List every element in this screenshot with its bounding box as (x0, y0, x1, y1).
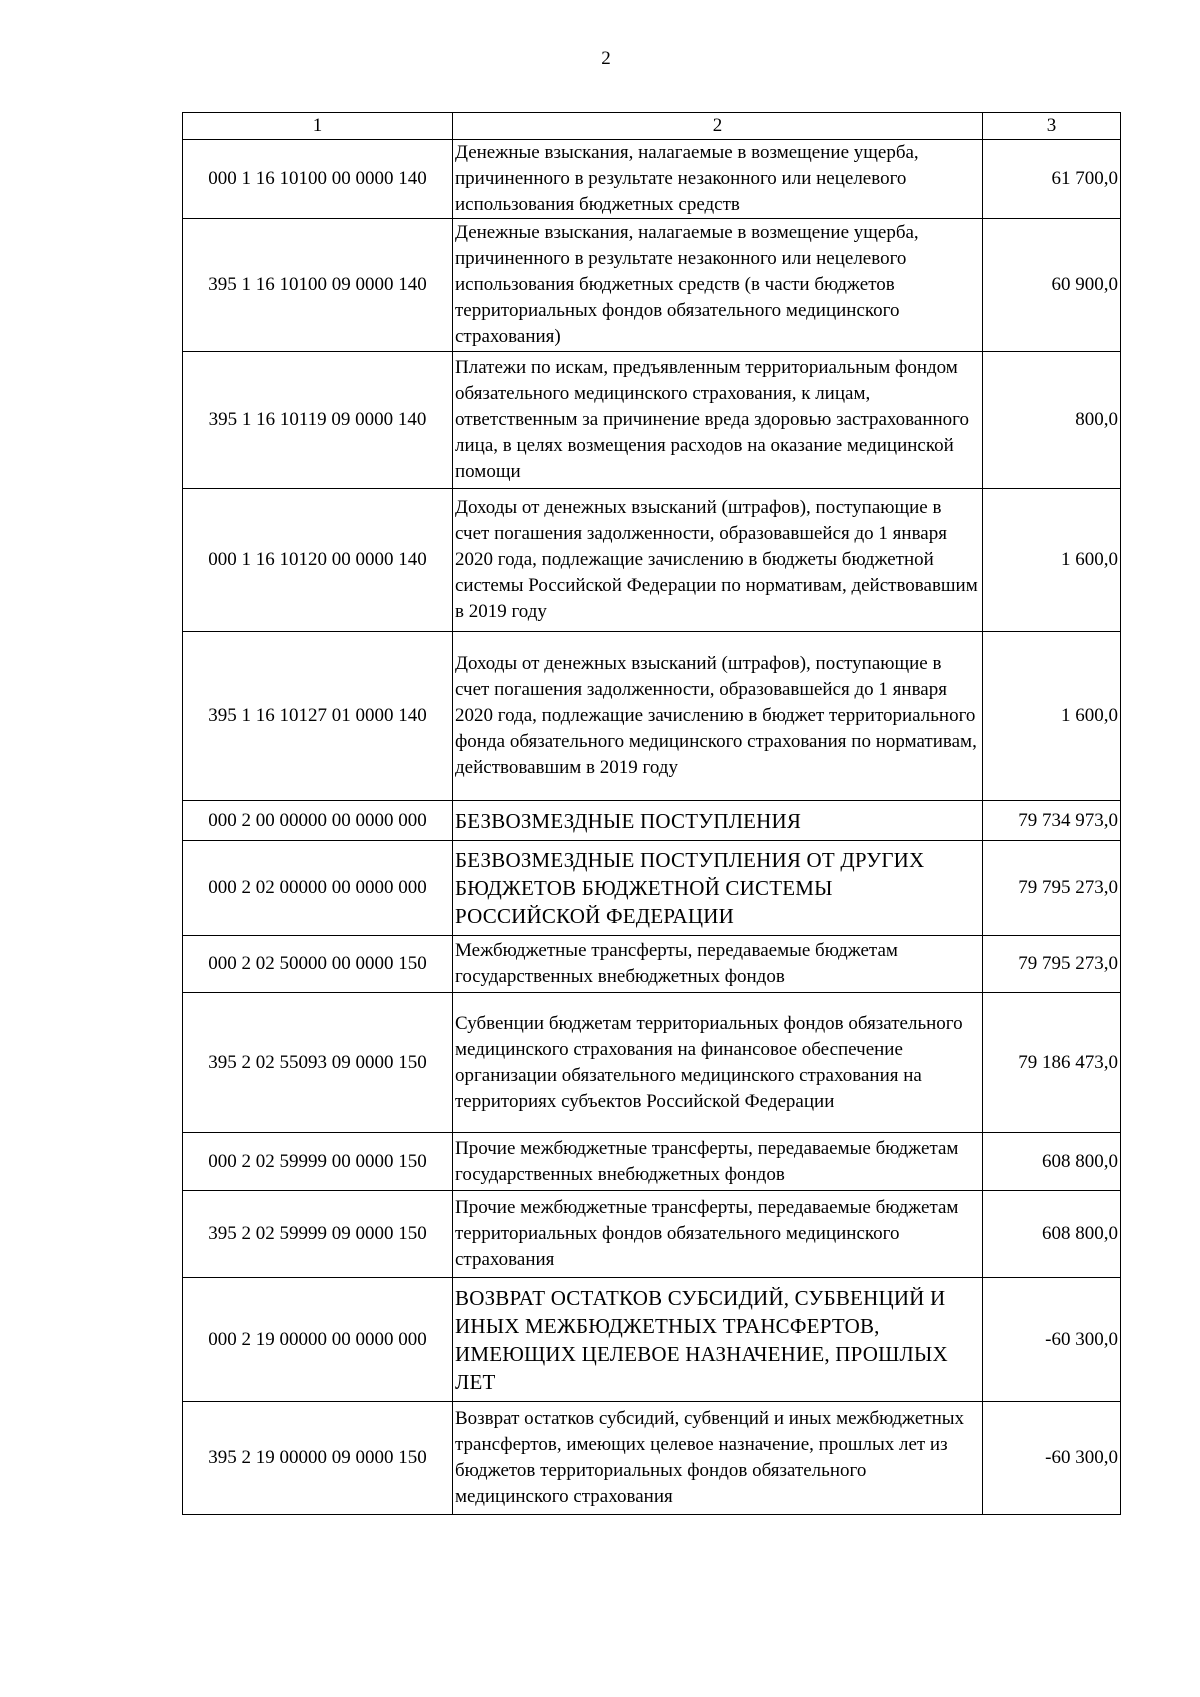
budget-code-cell: 395 2 02 55093 09 0000 150 (183, 993, 453, 1133)
table-row (183, 841, 1121, 936)
description-cell: Денежные взыскания, налагаемые в возмещение ущерба, причиненного в результате незаконного или нецелевого использования бюджетных средств (в части бюджетов территориальных фондов обязательного медицинского страхования) (453, 219, 983, 352)
description-cell: Межбюджетные трансферты, передаваемые бюджетам государственных внебюджетных фондов (453, 936, 983, 993)
description-cell: Доходы от денежных взысканий (штрафов), поступающие в счет погашения задолженности, образовавшейся до 1 января 2020 года, подлежащие зачислению в бюджет территориального фонда обязательного медицинского страхования по нормативам, действовавшим в 2019 году (453, 632, 983, 801)
description-cell: ВОЗВРАТ ОСТАТКОВ СУБСИДИЙ, СУБВЕНЦИЙ И ИНЫХ МЕЖБЮДЖЕТНЫХ ТРАНСФЕРТОВ, ИМЕЮЩИХ ЦЕЛЕВОЕ НАЗНАЧЕНИЕ, ПРОШЛЫХ ЛЕТ (453, 1278, 983, 1402)
column-header-code: 1 (183, 113, 453, 140)
budget-code-cell: 000 1 16 10100 00 0000 140 (183, 140, 453, 219)
budget-code-cell: 000 1 16 10120 00 0000 140 (183, 489, 453, 632)
budget-code-cell: 000 2 19 00000 00 0000 000 (183, 1278, 453, 1402)
page-number: 2 (601, 48, 611, 69)
amount-cell: 60 900,0 (983, 219, 1121, 352)
budget-code-cell: 395 2 02 59999 09 0000 150 (183, 1191, 453, 1278)
budget-code-cell: 000 2 00 00000 00 0000 000 (183, 801, 453, 841)
description-cell: Прочие межбюджетные трансферты, передаваемые бюджетам территориальных фондов обязательного медицинского страхования (453, 1191, 983, 1278)
budget-code-cell: 395 2 19 00000 09 0000 150 (183, 1402, 453, 1515)
budget-revenue-table (182, 112, 1121, 1515)
description-cell: Прочие межбюджетные трансферты, передаваемые бюджетам государственных внебюджетных фондов (453, 1133, 983, 1191)
budget-code-cell: 000 2 02 50000 00 0000 150 (183, 936, 453, 993)
amount-cell: 608 800,0 (983, 1133, 1121, 1191)
amount-cell: 79 795 273,0 (983, 841, 1121, 936)
amount-cell: 1 600,0 (983, 489, 1121, 632)
table-row (183, 1191, 1121, 1278)
description-cell: Денежные взыскания, налагаемые в возмещение ущерба, причиненного в результате незаконного или нецелевого использования бюджетных средств (453, 140, 983, 219)
table-row (183, 489, 1121, 632)
description-cell: БЕЗВОЗМЕЗДНЫЕ ПОСТУПЛЕНИЯ ОТ ДРУГИХ БЮДЖЕТОВ БЮДЖЕТНОЙ СИСТЕМЫ РОССИЙСКОЙ ФЕДЕРАЦИИ (453, 841, 983, 936)
table-row (183, 632, 1121, 801)
table-row (183, 801, 1121, 841)
column-header-name: 2 (453, 113, 983, 140)
table-row (183, 352, 1121, 489)
budget-code-cell: 395 1 16 10119 09 0000 140 (183, 352, 453, 489)
description-cell: БЕЗВОЗМЕЗДНЫЕ ПОСТУПЛЕНИЯ (453, 801, 983, 841)
amount-cell: 79 186 473,0 (983, 993, 1121, 1133)
amount-cell: 1 600,0 (983, 632, 1121, 801)
description-cell: Субвенции бюджетам территориальных фондов обязательного медицинского страхования на финансовое обеспечение организации обязательного медицинского страхования на территориях субъектов Российской Федерации (453, 993, 983, 1133)
budget-code-cell: 000 2 02 59999 00 0000 150 (183, 1133, 453, 1191)
amount-cell: -60 300,0 (983, 1402, 1121, 1515)
amount-cell: 79 734 973,0 (983, 801, 1121, 841)
table-row (183, 219, 1121, 352)
amount-cell: 61 700,0 (983, 140, 1121, 219)
budget-code-cell: 000 2 02 00000 00 0000 000 (183, 841, 453, 936)
description-cell: Доходы от денежных взысканий (штрафов), поступающие в счет погашения задолженности, образовавшейся до 1 января 2020 года, подлежащие зачислению в бюджеты бюджетной системы Российской Федерации по нормативам, действовавшим в 2019 году (453, 489, 983, 632)
table-row (183, 936, 1121, 993)
description-cell: Платежи по искам, предъявленным территориальным фондом обязательного медицинского страхования, к лицам, ответственным за причинение вреда здоровью застрахованного лица, в целях возмещения расходов на оказание медицинской помощи (453, 352, 983, 489)
column-header-amount: 3 (983, 113, 1121, 140)
table-row (183, 1402, 1121, 1515)
description-cell: Возврат остатков субсидий, субвенций и иных межбюджетных трансфертов, имеющих целевое назначение, прошлых лет из бюджетов территориальных фондов обязательного медицинского страхования (453, 1402, 983, 1515)
amount-cell: 608 800,0 (983, 1191, 1121, 1278)
amount-cell: 79 795 273,0 (983, 936, 1121, 993)
table-row (183, 1133, 1121, 1191)
table-row (183, 993, 1121, 1133)
budget-code-cell: 395 1 16 10127 01 0000 140 (183, 632, 453, 801)
table-row (183, 1278, 1121, 1402)
budget-code-cell: 395 1 16 10100 09 0000 140 (183, 219, 453, 352)
table-row (183, 140, 1121, 219)
amount-cell: 800,0 (983, 352, 1121, 489)
amount-cell: -60 300,0 (983, 1278, 1121, 1402)
table-header-row (183, 113, 1121, 140)
